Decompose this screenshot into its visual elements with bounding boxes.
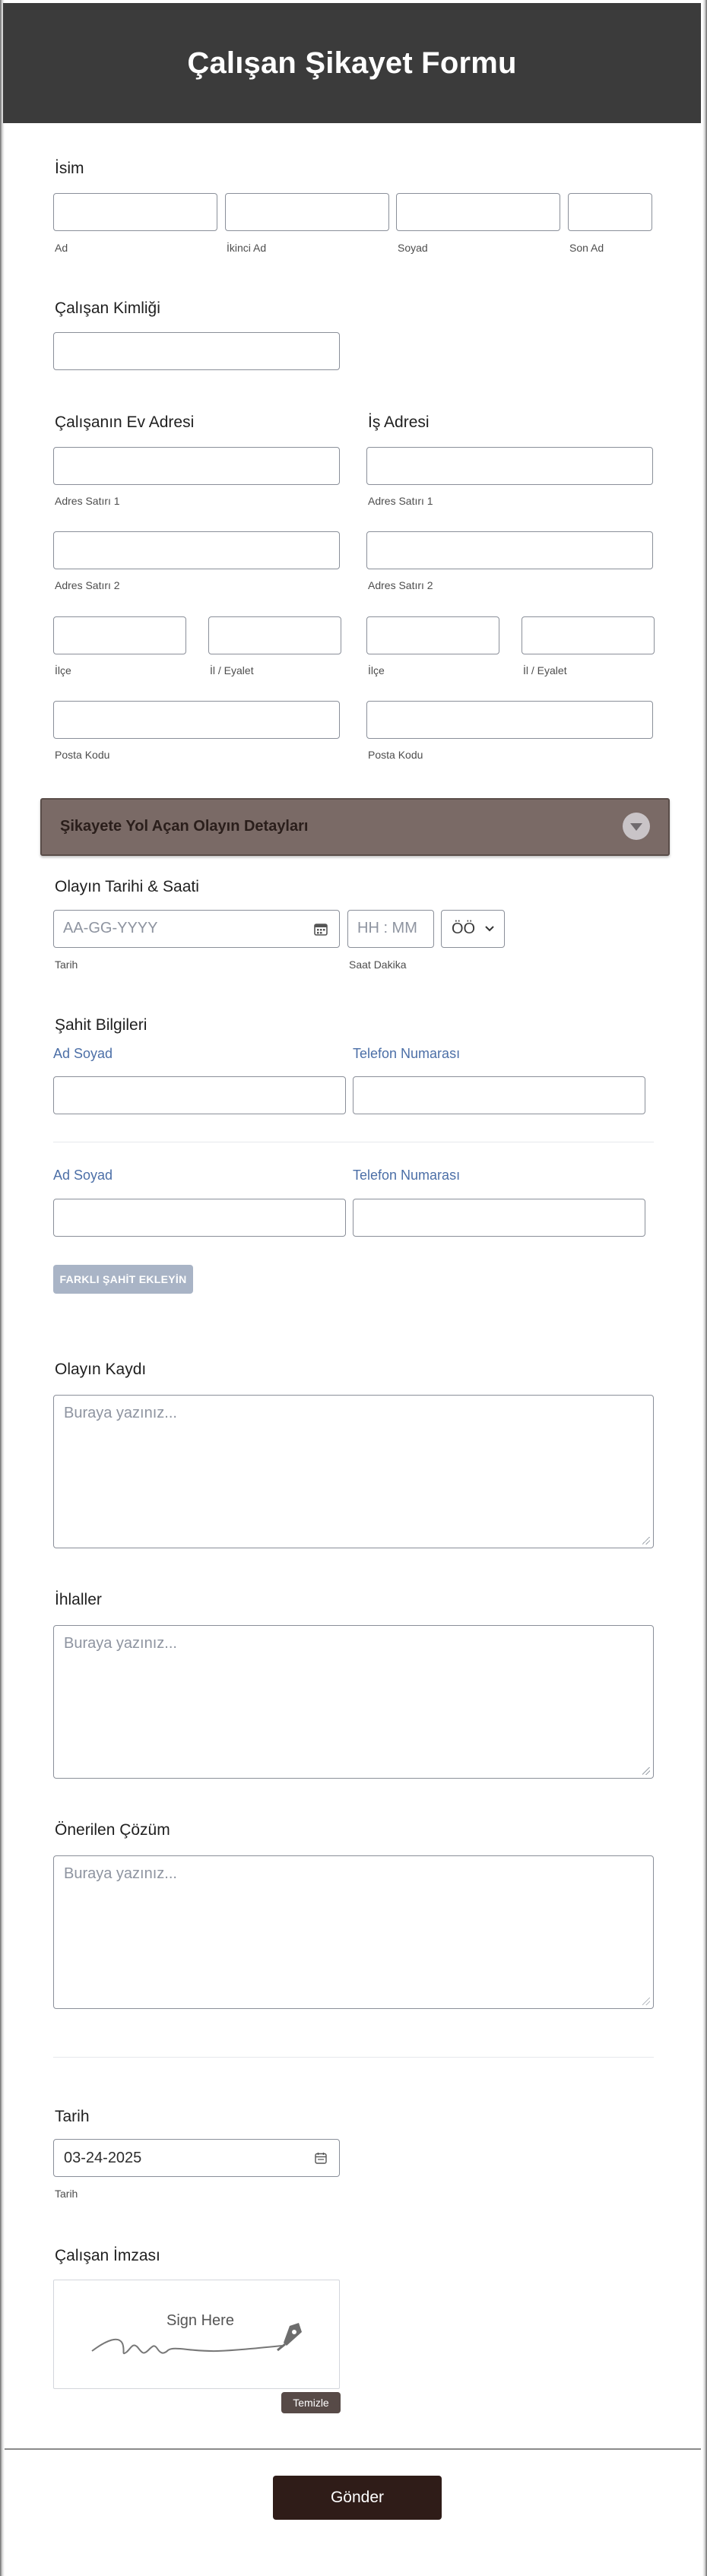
violations-label: İhlaller bbox=[55, 1591, 102, 1608]
witness2-name-label: Ad Soyad bbox=[53, 1168, 113, 1183]
home-address-line1-input[interactable] bbox=[53, 447, 340, 485]
witness-label: Şahit Bilgileri bbox=[55, 1016, 147, 1034]
employee-id-label: Çalışan Kimliği bbox=[55, 299, 160, 317]
employee-id-input[interactable] bbox=[53, 332, 340, 370]
incident-record-label: Olayın Kaydı bbox=[55, 1361, 147, 1378]
resize-grip-icon[interactable] bbox=[642, 1537, 650, 1545]
home-postal-input[interactable] bbox=[53, 701, 340, 739]
chevron-down-icon[interactable] bbox=[623, 813, 650, 840]
clear-signature-button[interactable]: Temizle bbox=[281, 2392, 341, 2413]
resize-grip-icon[interactable] bbox=[642, 1767, 650, 1775]
section-title: Şikayete Yol Açan Olayın Detayları bbox=[60, 818, 309, 835]
middle-name-sublabel: İkinci Ad bbox=[227, 242, 267, 254]
incident-record-textarea[interactable] bbox=[53, 1395, 654, 1548]
witness1-name-input[interactable] bbox=[53, 1076, 346, 1114]
first-name-input[interactable] bbox=[53, 193, 217, 231]
ampm-select[interactable] bbox=[441, 910, 505, 948]
incident-date-placeholder: AA-GG-YYYY bbox=[63, 920, 158, 936]
work-province-sublabel: İl / Eyalet bbox=[523, 664, 567, 676]
witness2-phone-label: Telefon Numarası bbox=[353, 1168, 461, 1183]
work-address-line2-input[interactable] bbox=[366, 531, 653, 569]
form-header bbox=[3, 3, 701, 123]
last-name-sublabel: Soyad bbox=[398, 242, 428, 254]
work-province-input[interactable] bbox=[522, 616, 655, 654]
work-postal-sublabel: Posta Kodu bbox=[368, 749, 423, 761]
home-province-sublabel: İl / Eyalet bbox=[210, 664, 254, 676]
incident-time-placeholder: HH : MM bbox=[357, 920, 417, 936]
incident-time-sublabel: Saat Dakika bbox=[349, 958, 407, 971]
work-line2-sublabel: Adres Satırı 2 bbox=[368, 579, 433, 591]
date-input[interactable] bbox=[53, 2139, 340, 2177]
home-province-input[interactable] bbox=[208, 616, 341, 654]
home-address-label: Çalışanın Ev Adresi bbox=[55, 413, 195, 431]
violations-placeholder: Buraya yazınız... bbox=[64, 1635, 177, 1652]
signature-hint: Sign Here bbox=[166, 2312, 234, 2329]
home-district-input[interactable] bbox=[53, 616, 186, 654]
form-card bbox=[5, 123, 701, 2574]
witness1-name-label: Ad Soyad bbox=[53, 1046, 113, 1061]
middle-name-input[interactable] bbox=[225, 193, 389, 231]
incident-record-placeholder: Buraya yazınız... bbox=[64, 1405, 177, 1421]
signature-label: Çalışan İmzası bbox=[55, 2247, 160, 2264]
work-district-sublabel: İlçe bbox=[368, 664, 385, 676]
witness1-phone-label: Telefon Numarası bbox=[353, 1046, 461, 1061]
footer-divider bbox=[5, 2448, 701, 2450]
proposed-solution-placeholder: Buraya yazınız... bbox=[64, 1865, 177, 1882]
name-label: İsim bbox=[55, 160, 84, 177]
calendar-icon[interactable] bbox=[315, 2152, 327, 2164]
proposed-solution-label: Önerilen Çözüm bbox=[55, 1821, 170, 1839]
proposed-solution-textarea[interactable] bbox=[53, 1855, 654, 2009]
signature-scribble-icon bbox=[84, 2309, 312, 2362]
last-name-input[interactable] bbox=[396, 193, 560, 231]
ampm-value: ÖÖ bbox=[452, 920, 476, 937]
add-witness-button[interactable]: FARKLI ŞAHİT EKLEYİN bbox=[53, 1265, 193, 1294]
date-sublabel: Tarih bbox=[55, 2188, 78, 2200]
home-district-sublabel: İlçe bbox=[55, 664, 71, 676]
home-address-line2-input[interactable] bbox=[53, 531, 340, 569]
work-line1-sublabel: Adres Satırı 1 bbox=[368, 495, 433, 507]
form-title: Çalışan Şikayet Formu bbox=[187, 46, 517, 80]
signature-pad[interactable] bbox=[53, 2280, 340, 2389]
home-postal-sublabel: Posta Kodu bbox=[55, 749, 110, 761]
date-value: 03-24-2025 bbox=[64, 2150, 142, 2166]
work-postal-input[interactable] bbox=[366, 701, 653, 739]
incident-date-input[interactable] bbox=[53, 910, 340, 948]
work-address-label: İş Adresi bbox=[368, 413, 430, 431]
date-label: Tarih bbox=[55, 2108, 90, 2125]
resize-grip-icon[interactable] bbox=[642, 1998, 650, 2005]
work-district-input[interactable] bbox=[366, 616, 499, 654]
first-name-sublabel: Ad bbox=[55, 242, 68, 254]
work-address-line1-input[interactable] bbox=[366, 447, 653, 485]
home-line1-sublabel: Adres Satırı 1 bbox=[55, 495, 120, 507]
incident-time-input[interactable] bbox=[347, 910, 434, 948]
witness2-phone-input[interactable] bbox=[353, 1199, 645, 1237]
suffix-input[interactable] bbox=[568, 193, 652, 231]
incident-details-section-toggle[interactable] bbox=[40, 798, 670, 856]
suffix-sublabel: Son Ad bbox=[569, 242, 604, 254]
incident-datetime-label: Olayın Tarihi & Saati bbox=[55, 878, 199, 895]
witness2-name-input[interactable] bbox=[53, 1199, 346, 1237]
incident-date-sublabel: Tarih bbox=[55, 958, 78, 971]
chevron-down-icon bbox=[484, 925, 495, 933]
violations-textarea[interactable] bbox=[53, 1625, 654, 1779]
calendar-icon[interactable] bbox=[314, 922, 328, 936]
home-line2-sublabel: Adres Satırı 2 bbox=[55, 579, 120, 591]
section-divider bbox=[53, 2057, 654, 2058]
submit-button[interactable]: Gönder bbox=[273, 2476, 442, 2520]
witness1-phone-input[interactable] bbox=[353, 1076, 645, 1114]
